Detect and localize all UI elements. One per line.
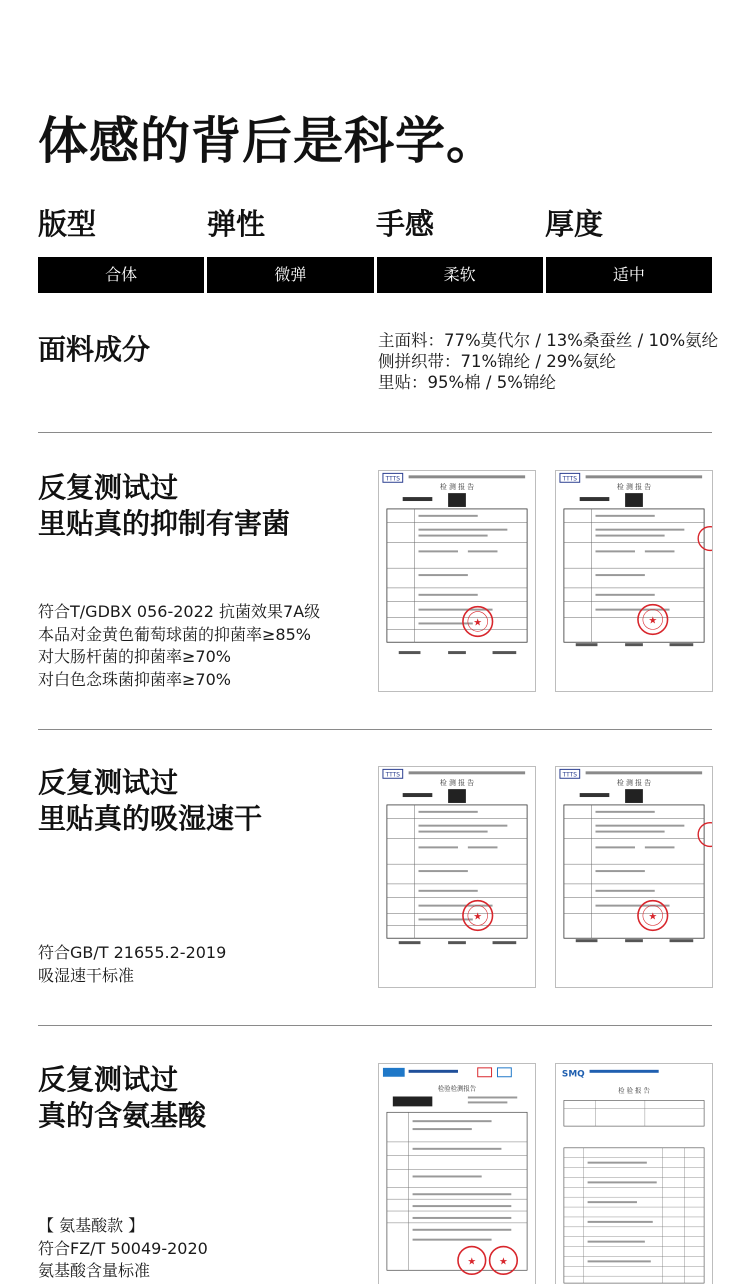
- svg-text:★: ★: [498, 1256, 508, 1268]
- amino-acid-desc-line: 符合FZ/T 50049-2020: [38, 1238, 208, 1258]
- report-title: 检 测 报 告: [616, 779, 652, 788]
- divider: [38, 729, 712, 730]
- svg-text:★: ★: [648, 911, 658, 923]
- svg-text:TTTS: TTTS: [562, 772, 578, 779]
- svg-text:★: ★: [467, 1256, 477, 1268]
- quick-dry-description: [38, 942, 226, 987]
- fabric-line-lining: 里贴：95%棉 / 5%锦纶: [378, 373, 556, 392]
- fabric-line-side-band: 侧拼织带：71%锦纶 / 29%氨纶: [378, 352, 616, 371]
- fabric-composition-list: [378, 330, 723, 393]
- attr-feel-value: 柔软: [377, 257, 543, 293]
- antibacterial-report-1: [378, 470, 536, 692]
- attr-fit-value: 合体: [38, 257, 204, 293]
- attr-elasticity-label: 弹性: [207, 207, 266, 241]
- antibacterial-report-2: [555, 470, 713, 692]
- attr-thickness-label: 厚度: [545, 207, 604, 241]
- svg-text:★: ★: [473, 617, 483, 629]
- amino-acid-report-2: [555, 1063, 713, 1284]
- svg-text:TTTS: TTTS: [385, 476, 401, 483]
- test-report-document-icon: [556, 1064, 712, 1284]
- test-report-document-icon: [379, 471, 535, 691]
- quick-dry-heading: [38, 765, 262, 837]
- quick-dry-heading-line-1: 反复测试过: [38, 766, 179, 799]
- antibacterial-heading: [38, 470, 290, 542]
- antibacterial-desc-line: 本品对金黄色葡萄球菌的抑菌率≥85%: [38, 624, 311, 644]
- antibacterial-desc-line: 符合T/GDBX 056-2022 抗菌效果7A级: [38, 602, 321, 621]
- amino-acid-description: [38, 1215, 208, 1283]
- test-report-document-icon: [379, 767, 535, 987]
- antibacterial-desc-line: 对白色念珠菌抑菌率≥70%: [38, 669, 231, 689]
- attribute-values-bar: [38, 257, 712, 293]
- divider: [38, 432, 712, 433]
- attr-thickness-value: 适中: [546, 257, 712, 293]
- antibacterial-heading-line-1: 反复测试过: [38, 471, 179, 504]
- report-title: 检 测 报 告: [439, 483, 475, 492]
- attr-fit-label: 版型: [38, 207, 97, 241]
- svg-text:SMQ: SMQ: [561, 1069, 585, 1080]
- divider: [38, 1025, 712, 1026]
- antibacterial-desc-line: 对大肠杆菌的抑菌率≥70%: [38, 647, 231, 666]
- amino-acid-desc-line: 【 氨基酸款 】: [38, 1216, 145, 1235]
- quick-dry-report-2: [555, 766, 713, 988]
- test-report-document-icon: [379, 1064, 535, 1284]
- svg-text:★: ★: [473, 911, 483, 923]
- quick-dry-heading-line-2: 里贴真的吸湿速干: [38, 802, 263, 835]
- attribute-headings: [38, 204, 712, 244]
- test-report-document-icon: [556, 471, 712, 691]
- svg-text:TTTS: TTTS: [562, 476, 578, 483]
- attr-elasticity-value: 微弹: [207, 257, 373, 293]
- page-title: 体感的背后是科学。: [38, 112, 497, 170]
- amino-acid-heading-line-1: 反复测试过: [38, 1063, 179, 1096]
- attr-feel-label: 手感: [376, 207, 435, 241]
- report-title: 检 测 报 告: [616, 483, 652, 492]
- report-title: 检验检测报告: [437, 1084, 477, 1093]
- fabric-line-main: 主面料：77%莫代尔 / 13%桑蚕丝 / 10%氨纶: [378, 331, 719, 350]
- amino-acid-heading-line-2: 真的含氨基酸: [38, 1099, 207, 1132]
- antibacterial-description: [38, 601, 320, 691]
- fabric-composition-label: 面料成分: [38, 333, 151, 366]
- amino-acid-desc-line: 氨基酸含量标准: [38, 1261, 151, 1280]
- amino-acid-report-1: [378, 1063, 536, 1284]
- antibacterial-heading-line-2: 里贴真的抑制有害菌: [38, 507, 291, 540]
- report-title: 检 验 报 告: [618, 1086, 650, 1095]
- svg-text:★: ★: [648, 615, 658, 627]
- quick-dry-desc-line: 吸湿速干标准: [38, 965, 135, 985]
- quick-dry-report-1: [378, 766, 536, 988]
- test-report-document-icon: [556, 767, 712, 987]
- quick-dry-desc-line: 符合GB/T 21655.2-2019: [38, 943, 227, 962]
- svg-text:TTTS: TTTS: [385, 772, 401, 779]
- amino-acid-heading: [38, 1062, 206, 1134]
- report-title: 检 测 报 告: [439, 779, 475, 788]
